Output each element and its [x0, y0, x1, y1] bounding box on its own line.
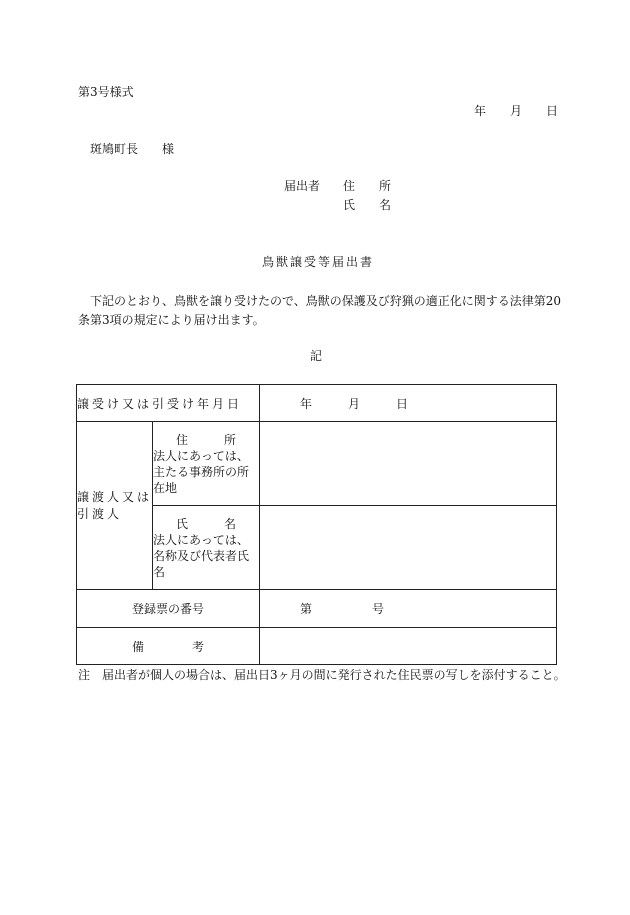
- transferor-label: [77, 422, 153, 590]
- date-line: 年 月 日: [474, 104, 559, 118]
- transfer-date-value: 年 月 日: [260, 385, 557, 422]
- addressee: 斑鳩町長 様: [90, 142, 175, 156]
- transferor-label-line-1: 譲渡人又は: [77, 489, 153, 504]
- transferor-name-head: 氏 名: [176, 516, 237, 531]
- notifier-name-label: 氏 名: [343, 198, 392, 212]
- registration-row: [77, 590, 557, 628]
- transfer-date-label: 譲受け又は引受け年月日: [77, 385, 260, 422]
- transferor-address-value: [260, 422, 557, 506]
- remarks-label: 備 考: [77, 628, 260, 665]
- footnote: 注 届出者が個人の場合は、届出日3ヶ月の間に発行された住民票の写しを添付すること。: [78, 668, 566, 682]
- notification-table: [76, 384, 557, 665]
- transferor-address-desc: 法人にあっては、主たる事務所の所在地: [153, 448, 250, 495]
- intro-line-1: 下記のとおり、鳥獣を譲り受けたので、鳥獣の保護及び狩猟の適正化に関する法律第20: [90, 294, 562, 308]
- ki-marker: 記: [310, 349, 323, 363]
- document-title: 鳥獣譲受等届出書: [262, 255, 375, 269]
- notifier-label: 届出者: [284, 179, 321, 193]
- transfer-date-row: [77, 385, 557, 422]
- form-number: 第3号様式: [78, 85, 134, 99]
- remarks-value: [260, 628, 557, 665]
- notifier-address-label: 住 所: [343, 179, 392, 193]
- transferor-label-line-2: 引渡人: [77, 506, 123, 521]
- transferor-address-head: 住 所: [176, 432, 237, 447]
- remarks-row: [77, 628, 557, 665]
- transferor-address-row: [77, 422, 557, 506]
- transferor-name-desc: 法人にあっては、名称及び代表者氏名: [153, 532, 250, 579]
- registration-value: 第 号: [260, 590, 557, 628]
- registration-label: 登録票の番号: [77, 590, 260, 628]
- transferor-name-value: [260, 506, 557, 590]
- transferor-address-cell: [153, 422, 260, 506]
- intro-line-2: 条第3項の規定により届け出ます。: [78, 313, 265, 327]
- transferor-name-cell: [153, 506, 260, 590]
